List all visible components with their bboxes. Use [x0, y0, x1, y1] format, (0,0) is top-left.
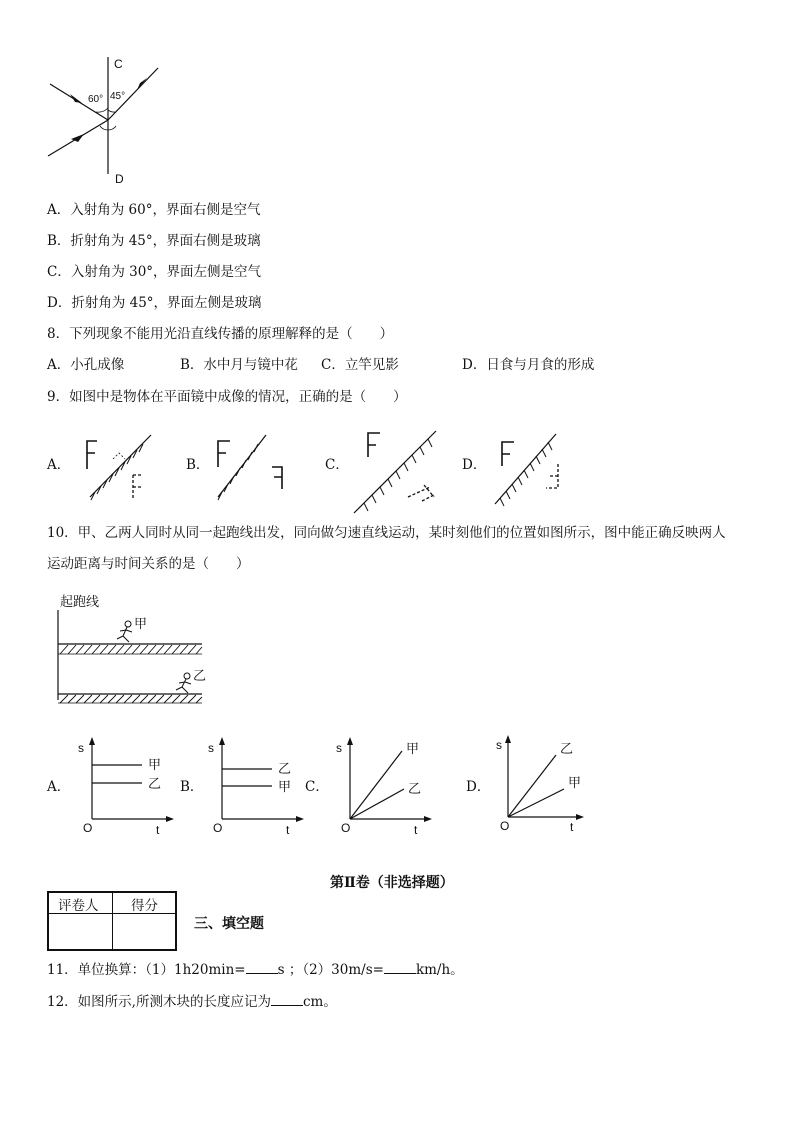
- mirror-figure-c: [350, 425, 445, 520]
- st-graph-c: [336, 735, 436, 835]
- mirror-figure-a: [75, 427, 165, 502]
- st-graph-b: [208, 735, 308, 835]
- q10-stem-line1: 10．甲、乙两人同时从同一起跑线出发，同向做匀速直线运动，某时刻他们的位置如图所示，图中能正确反映两人: [47, 525, 726, 541]
- q11-suffix: km/h。: [415, 962, 464, 978]
- figure-label: O: [500, 819, 510, 833]
- line-label-shallow: 乙: [408, 781, 422, 796]
- figure-label: s: [496, 738, 502, 752]
- q9-stem: 9．如图中是物体在平面镜中成像的情况，正确的是（ ）: [47, 389, 407, 405]
- q8-option-a: A．小孔成像: [47, 357, 125, 373]
- q7-option-a: A．入射角为 60°，界面右侧是空气: [47, 202, 261, 218]
- score-table: [47, 891, 177, 951]
- figure-label: O: [341, 821, 351, 835]
- mirror-figure-b: [210, 427, 300, 502]
- q7-option-b: B．折射角为 45°，界面右侧是玻璃: [47, 233, 261, 249]
- q12-blank[interactable]: [271, 992, 303, 1006]
- line-label-shallow: 甲: [568, 775, 582, 790]
- line-label-lower: 甲: [278, 779, 292, 794]
- line-label-upper: 甲: [148, 757, 162, 772]
- figure-label: s: [208, 741, 214, 755]
- line-label-upper: 乙: [278, 761, 292, 776]
- label-d: D: [115, 172, 124, 186]
- line-label-steep: 甲: [406, 741, 420, 756]
- section-title: 三、填空题: [194, 916, 264, 932]
- q9-option-b: B．: [186, 457, 210, 473]
- q11-blank-2[interactable]: [384, 960, 416, 974]
- q11: [47, 960, 464, 979]
- axis-t: t: [156, 823, 160, 837]
- line-label-steep: 乙: [560, 741, 574, 756]
- figure-label: O: [213, 821, 223, 835]
- refraction-figure: [40, 52, 180, 192]
- part2-title: 第Ⅱ卷（非选择题）: [330, 875, 454, 891]
- q12-suffix: cm。: [302, 994, 337, 1010]
- st-graph-a: [78, 735, 178, 835]
- q9-option-d: D．: [462, 457, 487, 473]
- start-line-label: 起跑线: [60, 594, 100, 609]
- origin: O: [83, 821, 93, 835]
- runner-yi-label: 乙: [193, 668, 207, 683]
- runner-jia-icon: [117, 621, 132, 642]
- q11-mid: s ；（2）30m/s=: [277, 962, 384, 978]
- table-header-grader: 评卷人: [58, 898, 99, 914]
- line-label-lower: 乙: [148, 776, 162, 791]
- q9-option-c: C．: [325, 457, 349, 473]
- q10-option-d: D．: [466, 779, 491, 795]
- q10-stem-line2: 运动距离与时间关系的是（ ）: [47, 556, 250, 572]
- axis-s: s: [78, 741, 84, 755]
- q11-blank-1[interactable]: [246, 960, 278, 974]
- figure-label: s: [336, 741, 342, 755]
- q7-option-c: C．入射角为 30°，界面左侧是空气: [47, 264, 262, 280]
- label-c: C: [114, 57, 123, 71]
- q8-option-c: C．立竿见影: [321, 357, 399, 373]
- st-graph-d: [486, 733, 586, 833]
- angle-60: 60°: [88, 94, 104, 105]
- q10-option-a: A．: [47, 779, 71, 795]
- q12-prefix: 12．如图所示,所测木块的长度应记为: [47, 994, 271, 1010]
- runner-jia-label: 甲: [134, 616, 148, 631]
- q10-option-b: B．: [180, 779, 204, 795]
- angle-45: 45°: [110, 91, 126, 102]
- q10-option-c: C．: [305, 779, 329, 795]
- q8-option-b: B．水中月与镜中花: [180, 357, 298, 373]
- figure-label: t: [414, 823, 418, 837]
- runner-yi-icon: [176, 673, 191, 693]
- table-header-score: 得分: [131, 898, 158, 914]
- race-track-figure: [50, 588, 210, 708]
- q12: [47, 992, 337, 1011]
- q8-option-d: D．日食与月食的形成: [462, 357, 595, 373]
- q7-option-d: D．折射角为 45°，界面左侧是玻璃: [47, 295, 262, 311]
- figure-label: t: [286, 823, 290, 837]
- q9-option-a: A．: [47, 457, 71, 473]
- q11-prefix: 11．单位换算：（1）1h20min=: [47, 962, 246, 978]
- mirror-figure-d: [490, 430, 570, 510]
- q8-stem: 8．下列现象不能用光沿直线传播的原理解释的是（ ）: [47, 326, 394, 342]
- figure-label: t: [570, 820, 574, 834]
